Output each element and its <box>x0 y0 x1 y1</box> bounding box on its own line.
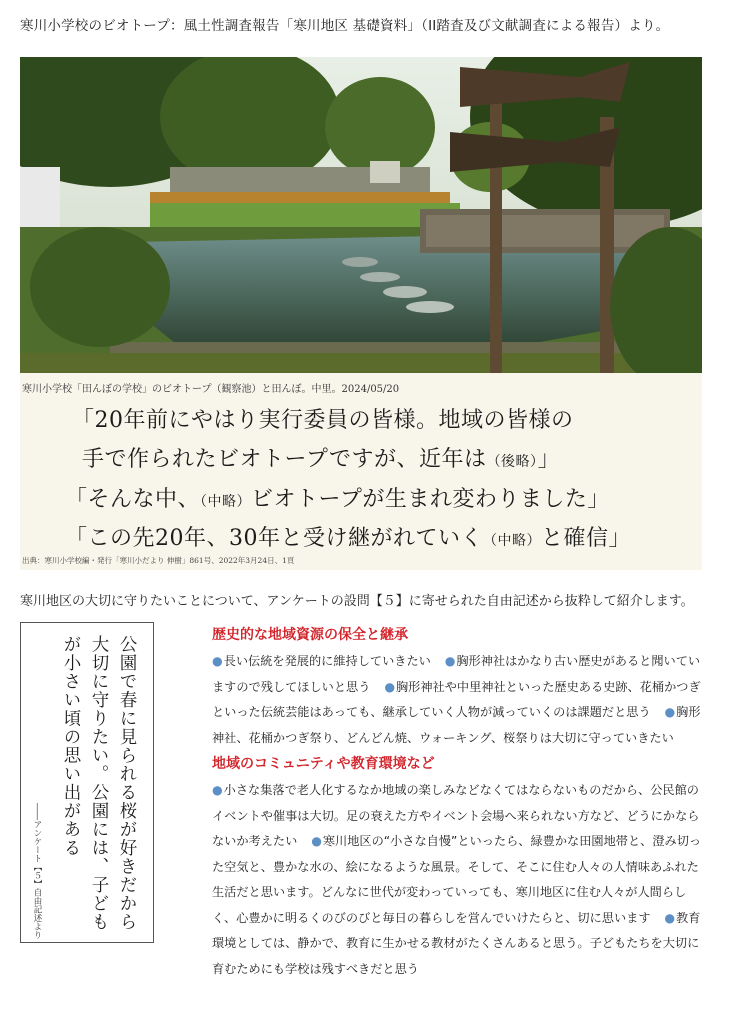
quote-line-2-main: 手で作られたビオトープですが、近年は <box>82 447 487 472</box>
quote-line-4 <box>65 521 631 552</box>
quote-line-2 <box>82 442 560 473</box>
bullet-icon: ● <box>311 834 322 848</box>
bullet-icon: ● <box>212 783 223 797</box>
section-title-community: 地域のコミュニティや教育環境など <box>212 756 435 772</box>
quote-panel <box>20 373 702 570</box>
sidebar-quote-box <box>20 622 154 943</box>
quote-line-3-start: 「そんな中、 <box>65 487 201 512</box>
bullet-icon: ● <box>212 654 223 668</box>
list-item: ●胸形神社、花桶かつぎ祭り、どんどん焼、ウォーキング、桜祭りは大切に守っていきたい <box>212 705 701 745</box>
quote-line-2-note: （後略） <box>486 454 538 470</box>
sidebar-quote-text: 公園で春に見られる桜が好きだから大切に守りたい。公園には、子どもが小さい頃の思い出がある <box>61 635 137 931</box>
list-item: ●小さな集落で老人化するなか地域の楽しみなどなくてはならないものだから、公民館のイベントや催事は大切。足の衰えた方やイベント会場へ来られない方など、どうにかならないか考えたい <box>212 783 700 848</box>
quote-line-3-end: ビオトープが生まれ変わりました」 <box>251 487 610 512</box>
quote-line-2-end: 」 <box>537 447 561 472</box>
quote-line-4-end: と確信」 <box>541 526 632 551</box>
list-item: ●胸形神社はかなり古い歴史があると聞いていますので残してほしいと思う <box>212 654 701 694</box>
sidebar-quote-credit: ――アンケート【５】自由記述より <box>32 803 42 939</box>
bullet-icon: ● <box>664 910 676 925</box>
list-item: ●寒川地区の“小さな自慢”といったら、緑豊かな田園地帯と、澄み切った空気と、豊かな水の、絵になるような風景。そして、そこに住む人々の人情味あふれた生活だと思います。どんなに世代が変わっていっても、寒川地区に住む人々が人間らしく、心豊かに明るくのびのびと毎日の暮らしを営んでいけたらと、切に思います <box>212 834 702 925</box>
bullet-icon: ● <box>444 654 456 668</box>
section-title-history: 歴史的な地域資源の保全と継承 <box>212 627 408 643</box>
bullet-icon: ● <box>664 705 676 719</box>
list-item: ●胸形神社や中里神社といった歴史ある史跡、花桶かつぎといった伝統芸能はあっても、継承していく人物が減っていくのは課題だと思う <box>212 679 701 719</box>
quote-line-3-note: （中略） <box>200 494 252 510</box>
photo-caption: 寒川小学校「田んぼの学校」のビオトープ（観察池）と田んぼ。中里。2024/05/20 <box>22 384 400 395</box>
section-body-history <box>212 649 710 751</box>
quote-line-4-note: （中略） <box>483 533 541 549</box>
quote-line-1: 「20年前にやはり実行委員の皆様。地域の皆様の <box>72 408 574 433</box>
quote-line-4-start: 「この先20年、30年と受け継がれていく <box>65 526 483 551</box>
intro-text: 寒川地区の大切に守りたいことについて、アンケートの設問【５】に寄せられた自由記述から抜粋して紹介します。 <box>20 594 694 609</box>
bullet-icon: ● <box>384 679 395 694</box>
quote-line-3 <box>65 482 610 513</box>
survey-responses <box>212 622 710 982</box>
biotope-photo <box>20 57 702 373</box>
list-item: ●教育環境としては、静かで、教育に生かせる教材がたくさんあると思う。子どもたちを大切に育むためにも学校は残すべきだと思う <box>212 910 701 976</box>
page-header: 寒川小学校のビオトープ：風土性調査報告「寒川地区 基礎資料」（II踏査及び文献調査による報告）より。 <box>20 18 670 34</box>
section-body-community <box>212 778 710 982</box>
quote-source: 出典：寒川小学校編・発行「寒川小だより 伸樹」861号、2022年3月24日、1頁 <box>22 556 295 565</box>
list-item: ●長い伝統を発展的に維持していきたい <box>212 654 431 668</box>
